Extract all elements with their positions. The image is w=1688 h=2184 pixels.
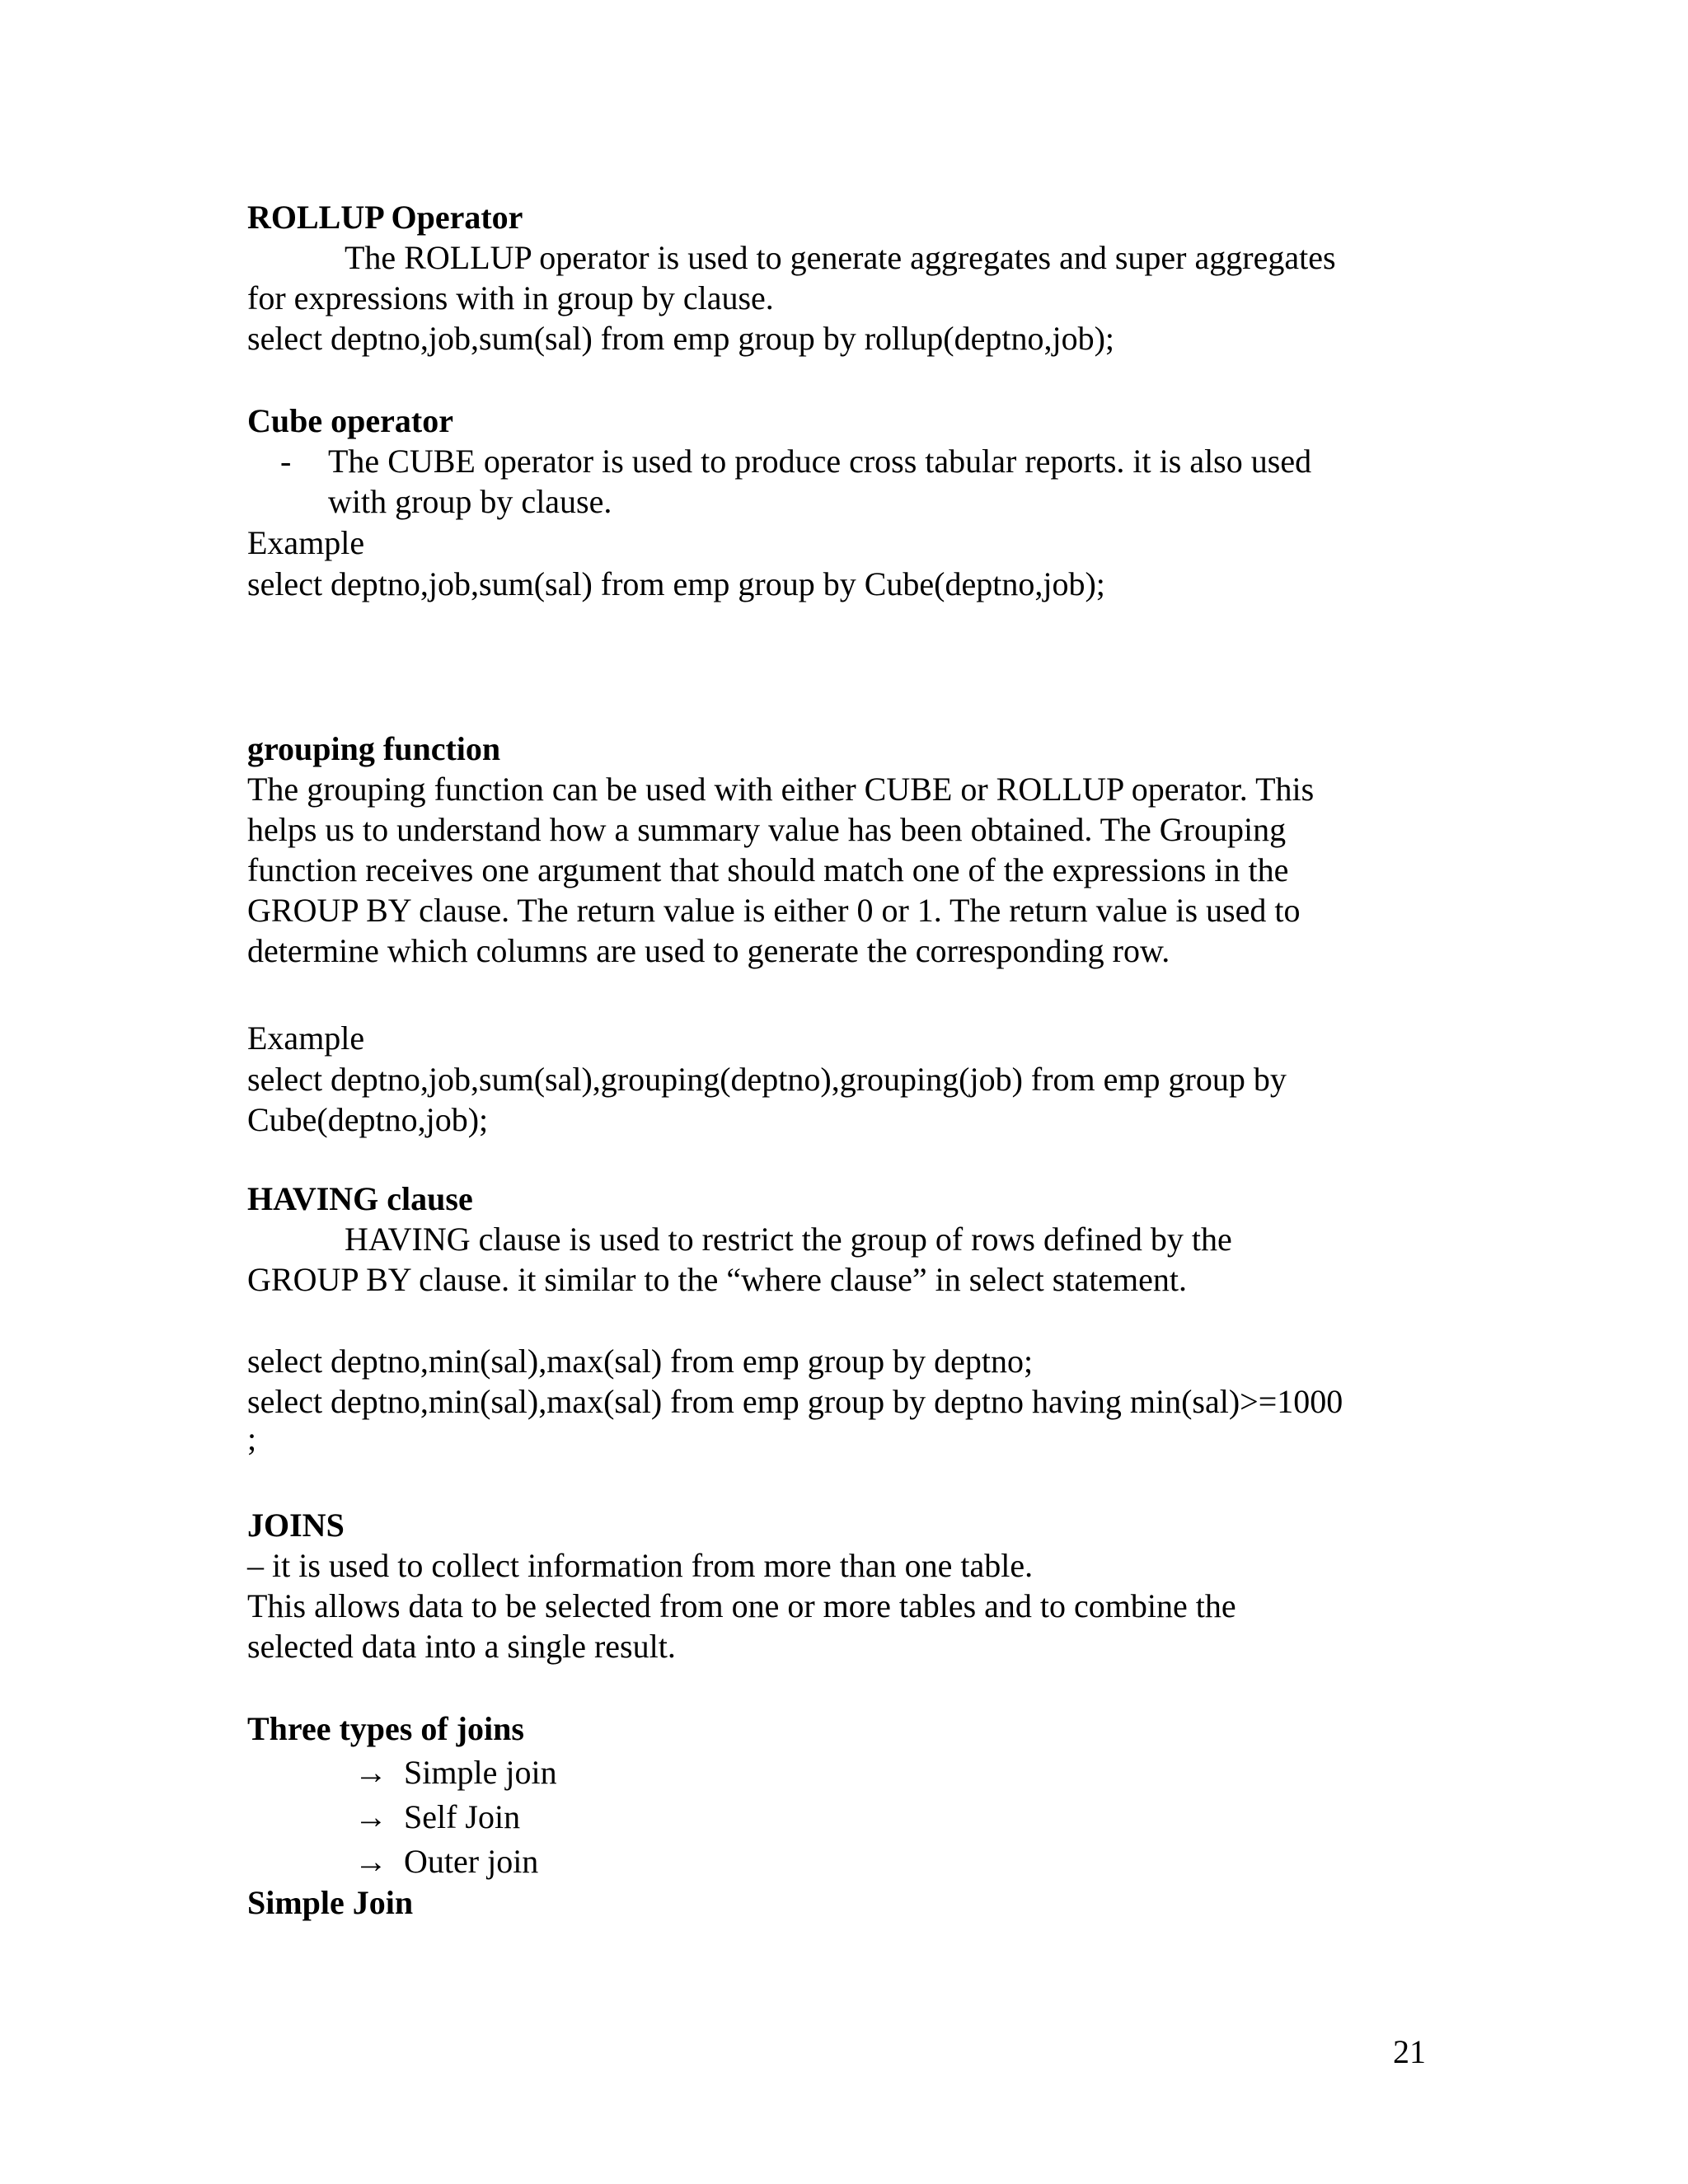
cube-bullet-marker: - [280, 443, 292, 480]
cube-bullet-line-2: with group by clause. [328, 483, 612, 520]
having-heading: HAVING clause [247, 1180, 473, 1217]
grouping-code-line-2: Cube(deptno,job); [247, 1101, 489, 1138]
joins-paragraph-line-1: – it is used to collect information from more than one table. [247, 1547, 1034, 1584]
rollup-heading: ROLLUP Operator [247, 199, 523, 236]
rollup-code: select deptno,job,sum(sal) from emp group by rollup(deptno,job); [247, 320, 1115, 357]
cube-heading: Cube operator [247, 402, 453, 439]
having-code-2-line-2: ; [247, 1420, 257, 1457]
grouping-paragraph-line-2: helps us to understand how a summary value has been obtained. The Grouping [247, 811, 1287, 848]
cube-code: select deptno,job,sum(sal) from emp group by Cube(deptno,job); [247, 565, 1105, 602]
grouping-heading: grouping function [247, 730, 501, 767]
joins-paragraph-line-2: This allows data to be selected from one or more tables and to combine the [247, 1587, 1236, 1624]
arrow-right-icon: → [354, 1754, 387, 1791]
join-type-item-outer: Outer join [404, 1843, 539, 1880]
grouping-paragraph-line-1: The grouping function can be used with either CUBE or ROLLUP operator. This [247, 771, 1315, 808]
joins-paragraph-line-3: selected data into a single result. [247, 1628, 676, 1665]
cube-bullet-line-1: The CUBE operator is used to produce cross tabular reports. it is also used [328, 443, 1312, 480]
arrow-right-icon: → [354, 1843, 387, 1880]
grouping-paragraph-line-5: determine which columns are used to generate the corresponding row. [247, 932, 1170, 969]
having-code-2-line-1: select deptno,min(sal),max(sal) from emp group by deptno having min(sal)>=1000 [247, 1383, 1343, 1420]
grouping-paragraph-line-3: function receives one argument that should match one of the expressions in the [247, 851, 1289, 888]
rollup-paragraph-line-1: The ROLLUP operator is used to generate aggregates and super aggregates [345, 239, 1336, 276]
join-type-item-simple: Simple join [404, 1754, 557, 1791]
grouping-paragraph-line-4: GROUP BY clause. The return value is either 0 or 1. The return value is used to [247, 892, 1301, 929]
having-paragraph-line-2: GROUP BY clause. it similar to the “where clause” in select statement. [247, 1261, 1188, 1298]
having-paragraph-line-1: HAVING clause is used to restrict the group of rows defined by the [345, 1221, 1232, 1258]
page-number: 21 [1393, 2033, 1426, 2070]
simple-join-heading: Simple Join [247, 1884, 414, 1921]
cube-example-label: Example [247, 524, 365, 561]
grouping-code-line-1: select deptno,job,sum(sal),grouping(deptno),grouping(job) from emp group by [247, 1061, 1287, 1098]
joins-heading: JOINS [247, 1507, 345, 1544]
grouping-example-label: Example [247, 1019, 365, 1057]
join-type-item-self: Self Join [404, 1798, 521, 1835]
having-code-1: select deptno,min(sal),max(sal) from emp group by deptno; [247, 1343, 1034, 1380]
join-types-heading: Three types of joins [247, 1710, 524, 1747]
rollup-paragraph-line-2: for expressions with in group by clause. [247, 279, 774, 316]
arrow-right-icon: → [354, 1798, 387, 1835]
